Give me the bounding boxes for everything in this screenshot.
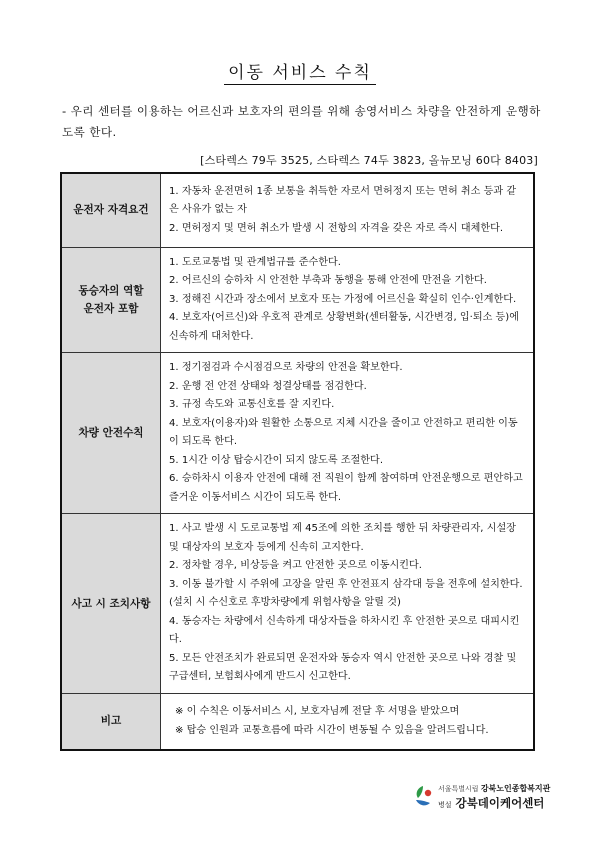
org-name-text: 강북노인종합복지관	[480, 784, 551, 793]
rule-line: 3. 정해진 시간과 장소에서 보호자 또는 가정에 어르신을 확실히 인수·인계한다.	[169, 293, 517, 305]
center-prefix: 병설	[438, 801, 452, 809]
rules-row-label: 운전자 자격요건	[61, 173, 161, 247]
rule-line: 3. 이동 불가할 시 주위에 고장을 알린 후 안전표지 삼각대 등을 전후에 설치한다.(설치 시 수신호로 후방차량에게 위험사항을 알릴 것)	[169, 578, 523, 609]
rules-row-label-line: 운전자 포함	[83, 302, 139, 315]
document-title	[0, 58, 600, 83]
rule-line: 1. 사고 발생 시 도로교통법 제 45조에 의한 조치를 행한 뒤 차량관리자, 시설장 및 대상자의 보호자 등에게 신속히 고지한다.	[169, 523, 516, 553]
intro-paragraph: - 우리 센터를 이용하는 어르신과 보호자의 편의를 위해 송영서비스 차량을 안전하게 운행하도록 한다.	[62, 104, 541, 139]
rules-row-content	[161, 173, 535, 247]
rules-row-accident	[61, 514, 534, 694]
rules-row-label: 비고	[61, 694, 161, 750]
rules-row-content	[161, 694, 535, 750]
rules-row-remarks	[61, 694, 534, 750]
rule-line: 4. 보호자(이용자)와 원활한 소통으로 지체 시간을 줄이고 안전하고 편리한 이동이 되도록 한다.	[169, 417, 518, 447]
org-prefix: 서울특별시립	[438, 785, 479, 793]
vehicle-list: [스타렉스 79두 3525, 스타렉스 74두 3823, 올뉴모닝 60다 8403]	[200, 154, 538, 167]
rule-line: 3. 규정 속도와 교통신호를 잘 지킨다.	[169, 399, 335, 410]
center-name	[438, 795, 544, 811]
rule-line: 2. 운행 전 안전 상태와 청결상태를 점검한다.	[169, 380, 367, 392]
rules-row-companion	[61, 247, 534, 353]
rules-row-label: 차량 안전수칙	[61, 353, 161, 514]
center-name-text: 강북데이케어센터	[455, 796, 545, 810]
rule-line: 6. 승하차시 이용자 안전에 대해 전 직원이 함께 참여하며 안전운행으로 편안하고 즐거운 이동서비스 시간이 되도록 한다.	[169, 473, 523, 503]
rules-row-vehicle-safety	[61, 353, 534, 514]
rules-row-driver	[61, 173, 534, 247]
remark-line: ※ 이 수칙은 이동서비스 시, 보호자님께 전달 후 서명을 받았으며	[175, 706, 460, 718]
org-name	[438, 783, 550, 794]
rules-row-content	[161, 353, 535, 514]
rule-line: 4. 보호자(어르신)와 우호적 관계로 상황변화(센터활동, 시간변경, 입·퇴소 등)에 신속하게 대처한다.	[169, 312, 519, 342]
rules-row-content	[161, 514, 535, 694]
rule-line: 5. 1시간 이상 탑승시간이 되지 않도록 조절한다.	[169, 454, 384, 466]
rules-row-label: 사고 시 조치사항	[61, 514, 161, 694]
rule-line: 1. 정기점검과 수시점검으로 차량의 안전을 확보한다.	[169, 362, 403, 373]
rule-line: 5. 모든 안전조치가 완료되면 운전자와 동승자 역시 안전한 곳으로 나와 경찰 및 구급센터, 보험회사에게 반드시 신고한다.	[169, 652, 517, 683]
rule-line: 1. 도로교통법 및 관계법규를 준수한다.	[169, 256, 341, 268]
rule-line: 1. 자동차 운전면허 1종 보통을 취득한 자로서 면허정지 또는 면허 취소 등과 같은 사유가 없는 자	[169, 185, 517, 215]
rule-line: 2. 정차할 경우, 비상등을 켜고 안전한 곳으로 이동시킨다.	[169, 560, 423, 572]
rule-line: 2. 면허정지 및 면허 취소가 발생 시 전항의 자격을 갖은 자로 즉시 대체한다.	[169, 222, 504, 234]
center-logo-icon	[412, 784, 434, 808]
rules-row-label-line: 동승자의 역할	[78, 284, 144, 297]
rule-line: 2. 어르신의 승하차 시 안전한 부축과 동행을 통해 안전에 만전을 기한다.	[169, 275, 487, 286]
rules-table	[60, 172, 535, 751]
rule-line: 4. 동승자는 차량에서 신속하게 대상자들을 하차시킨 후 안전한 곳으로 대피시킨다.	[169, 615, 520, 646]
document-title-text: 이동 서비스 수칙	[224, 63, 376, 85]
rules-row-content	[161, 247, 535, 353]
remark-line: ※ 탑승 인원과 교통흐름에 따라 시간이 변동될 수 있음을 알려드립니다.	[175, 725, 489, 737]
center-logo	[412, 781, 551, 811]
rules-row-label	[61, 247, 161, 353]
